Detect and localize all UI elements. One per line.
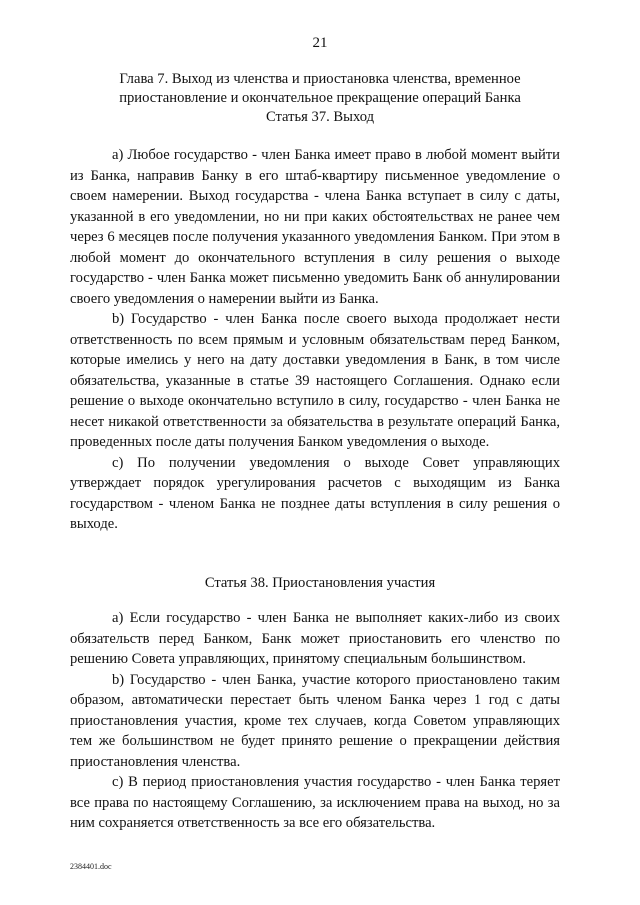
chapter-heading (70, 70, 570, 127)
article-37-paragraph-b: b) Государство - член Банка после своего выхода продолжает нести ответственность по всем прямым и условным обязательствам перед Банком, которые имелись у него на дату доставки уведомления в Банк, в том числе обязательства, указанные в статье 39 настоящего Соглашения. Однако если решение о выходе окончательно вступило в силу, государство - член Банка не несет никакой ответственности за обязательства в результате операций Банка, проведенных после даты получения Банком уведомления о выходе. (70, 311, 560, 450)
document-filename: 2384401.doc (70, 862, 112, 871)
chapter-heading-line-2: приостановление и окончательное прекращение операций Банка (119, 90, 521, 106)
article-37-title: Статья 37. Выход (265, 109, 375, 125)
article-38-body (70, 608, 560, 834)
article-37-body (70, 145, 560, 535)
article-38-title: Статья 38. Приостановления участия (204, 575, 436, 591)
page-number: 21 (312, 35, 328, 51)
article-37-paragraph-a: а) Любое государство - член Банка имеет право в любой момент выйти из Банка, направив Банку в его штаб-квартиру письменное уведомление о своем намерении. Выход государства - члена Банка вступает в силу с даты, указанной в его уведомлении, но ни при каких обстоятельствах не ранее чем через 6 месяцев после получения указанного уведомления Банком. При этом в любой момент до окончательного вступления в силу решения о выходе государство - член Банка может письменно уведомить Банк об аннулировании своего уведомления о намерении выйти из Банка. (70, 147, 560, 307)
article-38-paragraph-b: b) Государство - член Банка, участие которого приостановлено таким образом, автоматически перестает быть членом Банка через 1 год с даты приостановления участия, кроме тех случаев, когда Советом управляющих тем же большинством не будет принято решение о прекращении действия приостановления членства. (70, 671, 560, 770)
article-38-paragraph-a: а) Если государство - член Банка не выполняет каких-либо из своих обязательств перед Банком, Банк может приостановить его членство по решению Совета управляющих, принятому специальным большинством. (70, 610, 560, 667)
article-37-paragraph-c: с) По получении уведомления о выходе Совет управляющих утверждает порядок урегулирования расчетов с выходящим из Банка государством - членом Банка не позднее даты вступления в силу решения о выходе. (70, 454, 560, 532)
chapter-heading-line-1: Глава 7. Выход из членства и приостановка членства, временное (119, 71, 521, 87)
article-38-paragraph-c: с) В период приостановления участия государство - член Банка теряет все права по настоящему Соглашению, за исключением права на выход, но за ним сохраняется ответственность за все его обязательства. (70, 774, 560, 831)
